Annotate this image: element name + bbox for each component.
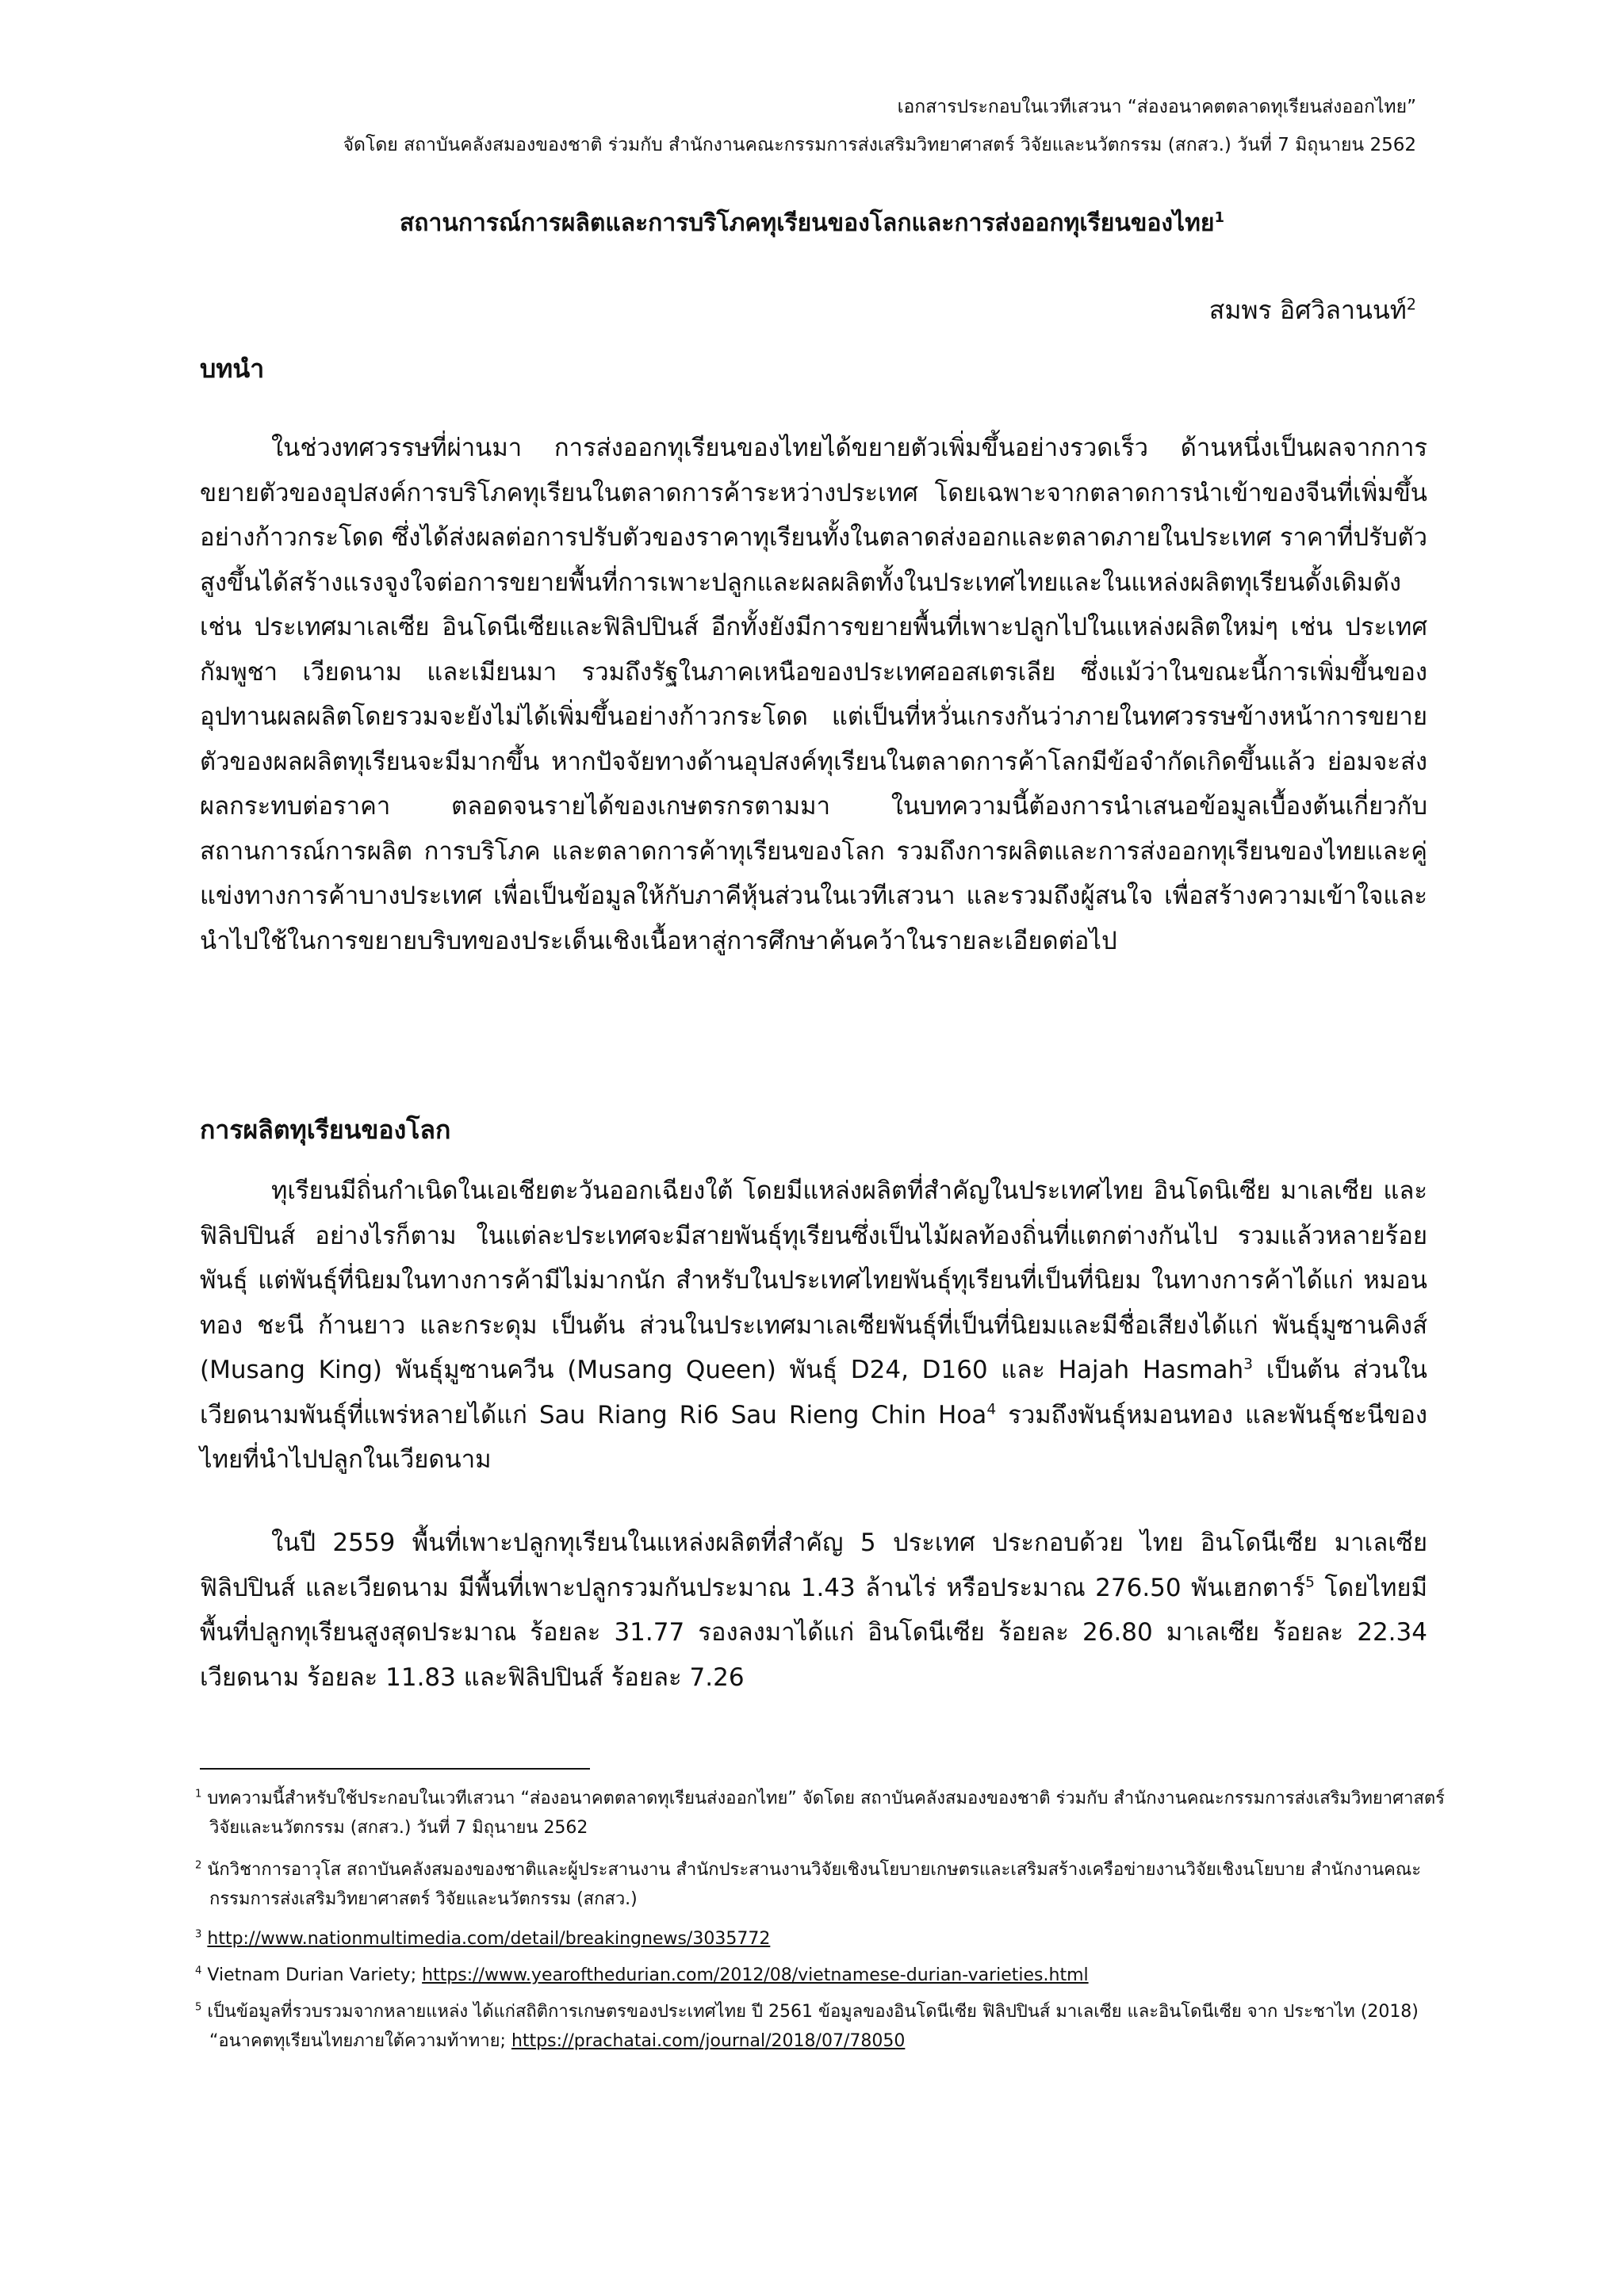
production-paragraph-2 <box>200 1521 1427 1700</box>
footnote-link[interactable]: http://www.nationmultimedia.com/detail/breakingnews/3035772 <box>207 1929 771 1949</box>
production-p2-text-a: ในปี 2559 พื้นที่เพาะปลูกทุเรียนในแหล่งผลิตที่สำคัญ 5 ประเทศ ประกอบด้วย ไทย อินโดนีเซีย มาเลเซีย ฟิลิปปินส์ และเวียดนาม มีพื้นที่เพาะปลูกรวมกันประมาณ 1.43 ล้านไร่ หรือประมาณ 276.50 พันเฮกตาร์ <box>200 1529 1427 1602</box>
footnote-text: เป็นข้อมูลที่รวบรวมจากหลายแหล่ง ได้แก่สถิติการเกษตรของประเทศไทย ปี 2561 ข้อมูลของอินโดนีเซีย ฟิลิปปินส์ มาเลเซีย และอินโดนีเซีย จาก ประชาไท (2018) “อนาคตทุเรียนไทยภายใต้ความท้าทาย; <box>201 2002 1419 2051</box>
footnote-1 <box>195 1784 1446 1843</box>
footnote-text: นักวิชาการอาวุโส สถาบันคลังสมองของชาติและผู้ประสานงาน สำนักประสานงานวิจัยเชิงนโยบายเกษตรและเสริมสร้างเครือข่ายงานวิจัยเชิงนโยบาย สำนักงานคณะกรรมการส่งเสริมวิทยาศาสตร์ วิจัยและนวัตกรรม (สกสว.) <box>201 1860 1422 1909</box>
author-footnote-ref: 2 <box>1406 295 1416 314</box>
footnote-number: 4 <box>195 1965 202 1977</box>
production-p2-text-b: โดยไทยมีพื้นที่ปลูกทุเรียนสูงสุดประมาณ ร้อยละ 31.77 รองลงมาได้แก่ อินโดนีเซีย ร้อยละ 26.80 มาเลเซีย ร้อยละ 22.34 เวียดนาม ร้อยละ 11.83 และฟิลิปปินส์ ร้อยละ 7.26 <box>200 1573 1427 1692</box>
footnote-5 <box>195 1997 1446 2056</box>
footnote-number: 3 <box>195 1928 202 1941</box>
title-footnote-ref: 1 <box>1214 209 1224 226</box>
intro-paragraph: ในช่วงทศวรรษที่ผ่านมา การส่งออกทุเรียนของไทยได้ขยายตัวเพิ่มขึ้นอย่างรวดเร็ว ด้านหนึ่งเป็นผลจากการขยายตัวของอุปสงค์การบริโภคทุเรียนในตลาดการค้าระหว่างประเทศ โดยเฉพาะจากตลาดการนำเข้าของจีนที่เพิ่มขึ้นอย่างก้าวกระโดด ซึ่งได้ส่งผลต่อการปรับตัวของราคาทุเรียนทั้งในตลาดส่งออกและตลาดภายในประเทศ ราคาที่ปรับตัวสูงขึ้นได้สร้างแรงจูงใจต่อการขยายพื้นที่การเพาะปลูกและผลผลิตทั้งในประเทศไทยและในแหล่งผลิตทุเรียนดั้งเดิมดังเช่น ประเทศมาเลเซีย อินโดนีเซียและฟิลิปปินส์ อีกทั้งยังมีการขยายพื้นที่เพาะปลูกไปในแหล่งผลิตใหม่ๆ เช่น ประเทศกัมพูชา เวียดนาม และเมียนมา รวมถึงรัฐในภาคเหนือของประเทศออสเตรเลีย ซึ่งแม้ว่าในขณะนี้การเพิ่มขึ้นของอุปทานผลผลิตโดยรวมจะยังไม่ได้เพิ่มขึ้นอย่างก้าวกระโดด แต่เป็นที่หวั่นเกรงกันว่าภายในทศวรรษข้างหน้าการขยายตัวของผลผลิตทุเรียนจะมีมากขึ้น หากปัจจัยทางด้านอุปสงค์ทุเรียนในตลาดการค้าโลกมีข้อจำกัดเกิดขึ้นแล้ว ย่อมจะส่งผลกระทบต่อราคา ตลอดจนรายได้ของเกษตรกรตามมา ในบทความนี้ต้องการนำเสนอข้อมูลเบื้องต้นเกี่ยวกับสถานการณ์การผลิต การบริโภค และตลาดการค้าทุเรียนของโลก รวมถึงการผลิตและการส่งออกทุเรียนของไทยและคู่แข่งทางการค้าบางประเทศ เพื่อเป็นข้อมูลให้กับภาคีหุ้นส่วนในเวทีเสวนา และรวมถึงผู้สนใจ เพื่อสร้างความเข้าใจและนำไปใช้ในการขยายบริบทของประเด็นเชิงเนื้อหาสู่การศึกษาค้นคว้าในรายละเอียดต่อไป <box>200 434 1427 955</box>
production-p1-text-b: เป็นต้น ส่วนในเวียดนามพันธุ์ที่แพร่หลายได้แก่ Sau Riang Ri6 Sau Rieng Chin Hoa <box>200 1356 1427 1429</box>
footnote-text: บทความนี้สำหรับใช้ประกอบในเวทีเสวนา “ส่องอนาคตตลาดทุเรียนส่งออกไทย” จัดโดย สถาบันคลังสมองของชาติ ร่วมกับ สำนักงานคณะกรรมการส่งเสริมวิทยาศาสตร์ วิจัยและนวัตกรรม (สกสว.) วันที่ 7 มิถุนายน 2562 <box>201 1789 1445 1838</box>
footnote-divider <box>200 1768 590 1770</box>
production-p1-text-c: รวมถึงพันธุ์หมอนทอง และพันธุ์ชะนีของไทยที่นำไปปลูกในเวียดนาม <box>200 1400 1427 1474</box>
footnote-link[interactable]: https://prachatai.com/journal/2018/07/78050 <box>511 2031 906 2051</box>
section-heading-production: การผลิตทุเรียนของโลก <box>200 1115 451 1145</box>
footnote-number: 2 <box>195 1859 202 1872</box>
running-header-line-1: เอกสารประกอบในเวทีเสวนา “ส่องอนาคตตลาดทุเรียนส่งออกไทย” <box>897 97 1416 117</box>
footnote-ref-5: 5 <box>1305 1574 1315 1591</box>
production-p1-text-a: ทุเรียนมีถิ่นกำเนิดในเอเชียตะวันออกเฉียงใต้ โดยมีแหล่งผลิตที่สำคัญในประเทศไทย อินโดนิเซีย มาเลเซีย และฟิลิปปินส์ อย่างไรก็ตาม ในแต่ละประเทศจะมีสายพันธุ์ทุเรียนซึ่งเป็นไม้ผลท้องถิ่นที่แตกต่างกันไป รวมแล้วหลายร้อยพันธุ์ แต่พันธุ์ที่นิยมในทางการค้ามีไม่มากนัก สำหรับในประเทศไทยพันธุ์ทุเรียนที่เป็นที่นิยม ในทางการค้าได้แก่ หมอนทอง ชะนี ก้านยาว และกระดุม เป็นต้น ส่วนในประเทศมาเลเซียพันธุ์ที่เป็นที่นิยมและมีชื่อเสียงได้แก่ พันธุ์มูซานคิงส์ (Musang King) พันธุ์มูซานควีน (Musang Queen) พันธุ์ D24, D160 และ Hajah Hasmah <box>200 1177 1427 1384</box>
footnote-number: 5 <box>195 2001 202 2014</box>
footnote-2 <box>195 1855 1446 1914</box>
production-paragraph-1 <box>200 1169 1427 1483</box>
running-header-line-2: จัดโดย สถาบันคลังสมองของชาติ ร่วมกับ สำนักงานคณะกรรมการส่งเสริมวิทยาศาสตร์ วิจัยและนวัตกรรม (สกสว.) วันที่ 7 มิถุนายน 2562 <box>343 135 1416 155</box>
title-text: สถานการณ์การผลิตและการบริโภคทุเรียนของโลกและการส่งออกทุเรียนของไทย <box>400 209 1215 237</box>
footnote-link[interactable]: https://www.yearofthedurian.com/2012/08/vietnamese-durian-varieties.html <box>422 1965 1089 1985</box>
footnote-3 <box>195 1924 1446 1954</box>
section-heading-intro: บทนำ <box>200 354 265 384</box>
footnote-text: Vietnam Durian Variety; <box>201 1965 423 1985</box>
footnote-ref-3: 3 <box>1243 1356 1254 1373</box>
document-title <box>0 205 1624 242</box>
footnote-4 <box>195 1961 1446 1990</box>
author-name <box>1209 290 1416 331</box>
footnote-number: 1 <box>195 1788 202 1800</box>
author-text: สมพร อิศวิลานนท์ <box>1208 295 1407 325</box>
footnote-ref-4: 4 <box>986 1401 997 1418</box>
